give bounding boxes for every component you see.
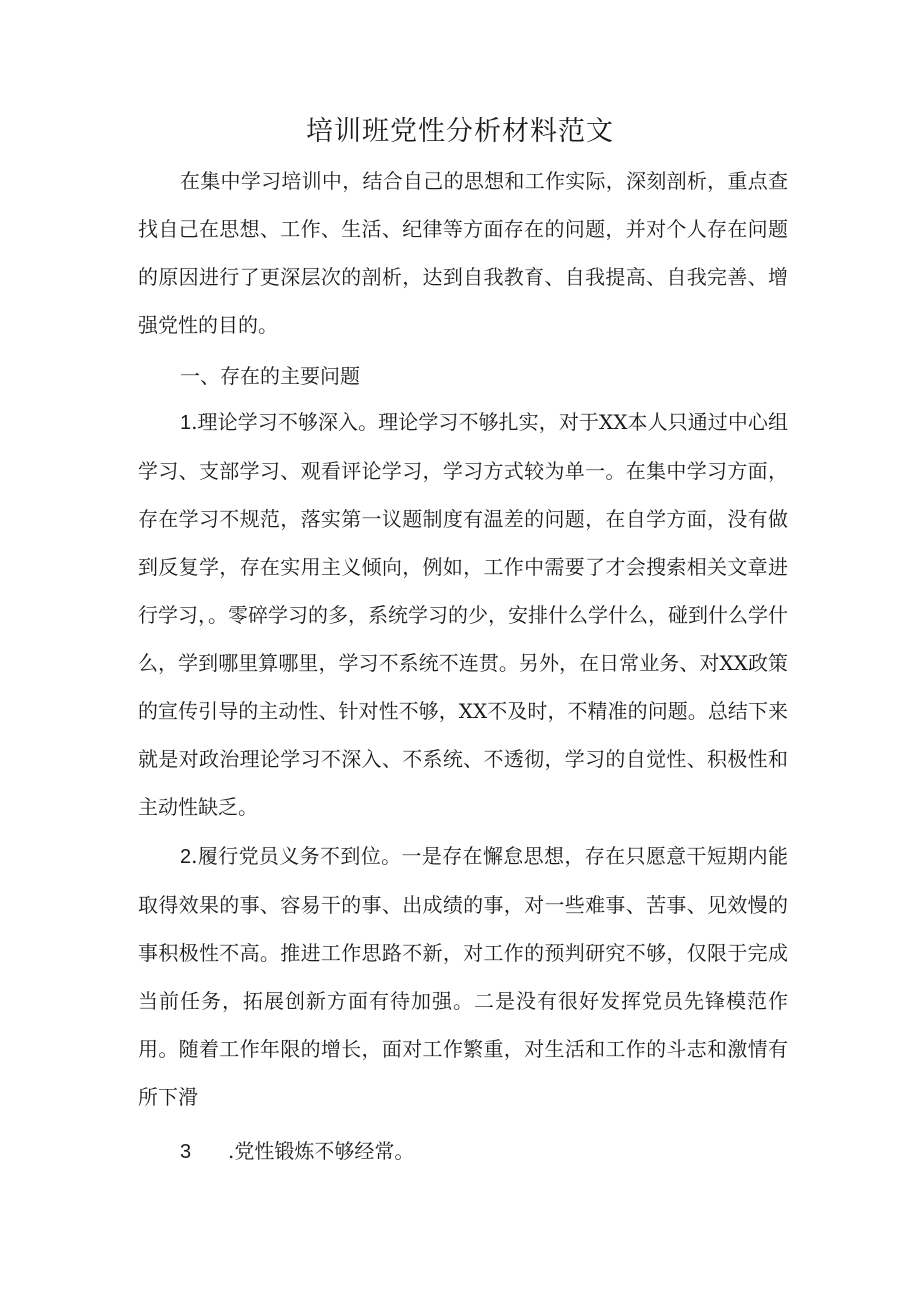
section-heading-main-problems: 一、存在的主要问题 (180, 364, 360, 388)
item-3-text: .党性锻炼不够经常。 (228, 1139, 415, 1163)
problem-item-2 (138, 832, 788, 1121)
item-2-text: .履行党员义务不到位。一是存在懈怠思想，存在只愿意干短期内能取得效果的事、容易干的事、出成绩的事，对一些难事、苦事、见效慢的事积极性不高。推进工作思路不新，对工作的预判研究不够，仅限于完成当前任务，拓展创新方面有待加强。二是没有很好发挥党员先锋模范作用。随着工作年限的增长，面对工作繁重，对生活和工作的斗志和激情有所下滑 (138, 844, 788, 1109)
item-3-number: 3 (180, 1141, 192, 1163)
item-1-number: 1 (180, 412, 192, 434)
item-1-text: .理论学习不够深入。理论学习不够扎实，对于XX本人只通过中心组学习、支部学习、观看评论学习，学习方式较为单一。在集中学习方面，存在学习不规范，落实第一议题制度有温差的问题，在自学方面，没有做到反复学，存在实用主义倾向，例如，工作中需要了才会搜索相关文章进行学习，。零碎学习的多，系统学习的少，安排什么学什么，碰到什么学什么，学到哪里算哪里，学习不系统不连贯。另外，在日常业务、对XX政策的宣传引导的主动性、针对性不够，XX不及时，不精准的问题。总结下来就是对政治理论学习不深入、不系统、不透彻，学习的自觉性、积极性和主动性缺乏。 (138, 410, 788, 819)
problem-item-3 (180, 1127, 414, 1176)
intro-paragraph: 在集中学习培训中，结合自己的思想和工作实际，深刻剖析，重点查找自己在思想、工作、生活、纪律等方面存在的问题，并对个人存在问题的原因进行了更深层次的剖析，达到自我教育、自我提高、自我完善、增强党性的目的。 (138, 169, 788, 337)
item-2-number: 2 (180, 846, 192, 868)
problem-item-1 (138, 398, 788, 831)
document-title: 培训班党性分析材料范文 (306, 116, 614, 147)
